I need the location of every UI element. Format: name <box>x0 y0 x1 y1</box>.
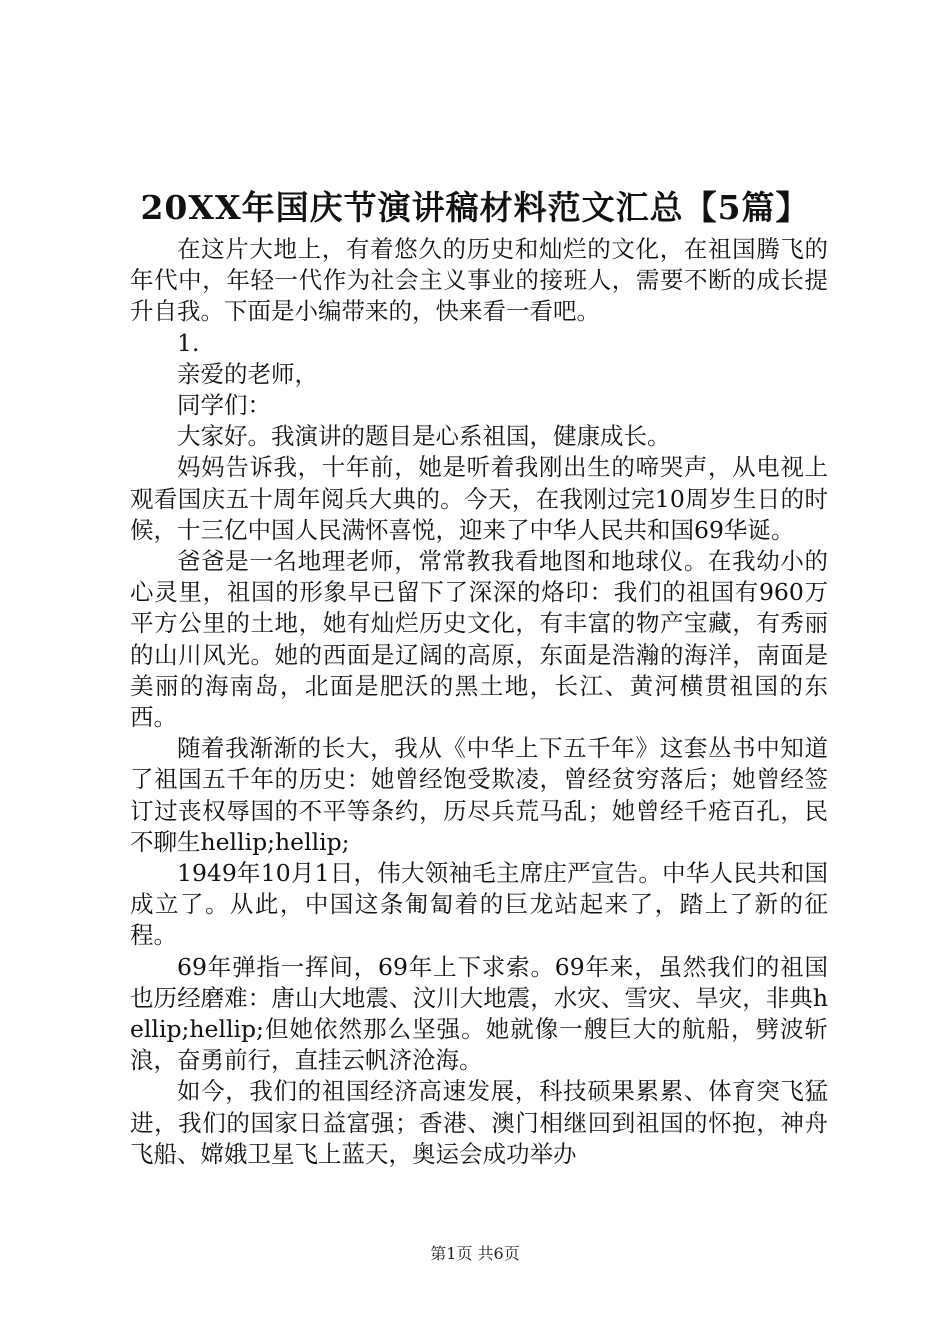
paragraph-history: 随着我渐渐的长大，我从《中华上下五千年》这套丛书中知道了祖国五千年的历史：她曾经饱受欺凌，曾经贫穷落后；她曾经签订过丧权辱国的不平等条约，历尽兵荒马乱；她曾经千疮百孔，民不聊生hellip;hellip; <box>130 734 828 856</box>
page-footer: 第1页 共6页 <box>430 1244 520 1263</box>
paragraph-founding: 1949年10月1日，伟大领袖毛主席庄严宣告。中华人民共和国成立了。从此，中国这条匍匐着的巨龙站起来了，踏上了新的征程。 <box>130 859 828 950</box>
paragraph-development: 如今，我们的祖国经济高速发展，科技硕果累累、体育突飞猛进，我们的国家日益富强；香港、澳门相继回到祖国的怀抱，神舟飞船、嫦娥卫星飞上蓝天，奥运会成功举办 <box>130 1077 828 1168</box>
paragraph-father: 爸爸是一名地理老师，常常教我看地图和地球仪。在我幼小的心灵里，祖国的形象早已留下了深深的烙印：我们的祖国有960万平方公里的土地，她有灿烂历史文化，有丰富的物产宝藏，有秀丽的山川风光。她的西面是辽阔的高原，东面是浩瀚的海洋，南面是美丽的海南岛，北面是肥沃的黑土地，长江、黄河横贯祖国的东西。 <box>130 547 828 732</box>
document-title: 20XX年国庆节演讲稿材料范文汇总【5篇】 <box>140 188 810 227</box>
paragraph-salutation-students: 同学们： <box>177 391 271 420</box>
paragraph-salutation-teachers: 亲爱的老师， <box>177 359 318 388</box>
document-body <box>130 234 828 1170</box>
paragraph-greeting: 大家好。我演讲的题目是心系祖国，健康成长。 <box>177 422 671 451</box>
paragraph-mother: 妈妈告诉我，十年前，她是听着我刚出生的啼哭声，从电视上观看国庆五十周年阅兵大典的。今天，在我刚过完10周岁生日的时候，十三亿中国人民满怀喜悦，迎来了中华人民共和国69华诞。 <box>130 453 828 544</box>
paragraph-section-number: 1. <box>177 328 200 357</box>
paragraph-hardships: 69年弹指一挥间，69年上下求索。69年来，虽然我们的祖国也历经磨难：唐山大地震、汶川大地震，水灾、雪灾、旱灾，非典hellip;hellip;但她依然那么坚强。她就像一艘巨大的航船，劈波斩浪，奋勇前行，直挂云帆济沧海。 <box>130 952 828 1075</box>
paragraph-intro: 在这片大地上，有着悠久的历史和灿烂的文化，在祖国腾飞的年代中，年轻一代作为社会主义事业的接班人，需要不断的成长提升自我。下面是小编带来的，快来看一看吧。 <box>130 235 828 326</box>
